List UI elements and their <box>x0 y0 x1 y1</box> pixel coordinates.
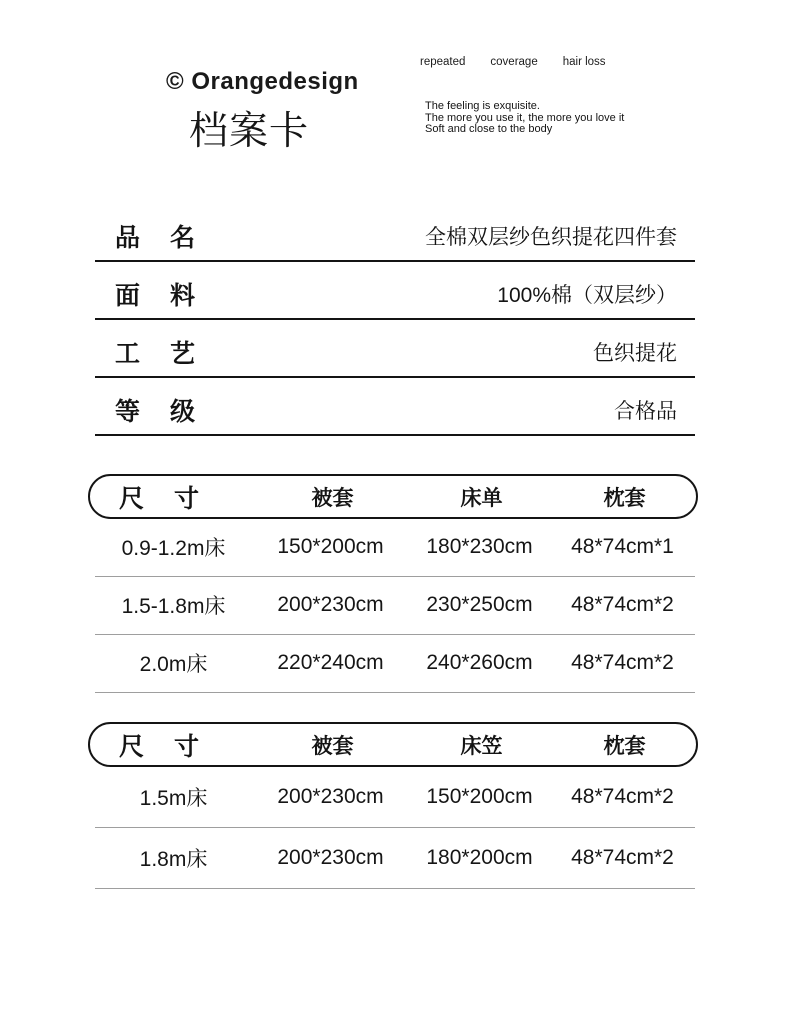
keyword: hair loss <box>562 56 606 68</box>
spec-value: 全棉双层纱色织提花四件套 <box>425 226 677 249</box>
size-table-2-col-size: 尺 寸 <box>119 732 199 761</box>
keyword: coverage <box>490 56 538 68</box>
spec-label: 品 名 <box>115 224 195 252</box>
spec-label: 工 艺 <box>115 340 195 368</box>
keyword-list <box>420 56 720 68</box>
tagline <box>425 101 624 136</box>
tagline-line: The more you use it, the more you love it <box>425 111 625 124</box>
spec-row-grade <box>95 378 695 436</box>
size-table-2-col-pillowcase: 枕套 <box>603 734 646 758</box>
table-row: 1.5m床 200*230cm 150*200cm 48*74cm*2 <box>95 767 695 828</box>
table-row: 2.0m床 220*240cm 240*260cm 48*74cm*2 <box>95 635 695 693</box>
size-table-2-col-fitted-sheet: 床笠 <box>460 734 503 758</box>
brand-block <box>166 68 359 156</box>
size-table-1-col-size: 尺 寸 <box>119 484 199 513</box>
spec-value: 色织提花 <box>593 342 677 365</box>
spec-value: 合格品 <box>614 400 677 423</box>
card-title: 档案卡 <box>188 110 309 153</box>
size-table-1-col-pillowcase: 枕套 <box>603 486 646 510</box>
spec-value: 100%棉（双层纱） <box>497 284 677 307</box>
size-table-1-body <box>95 519 695 693</box>
header-right <box>420 56 720 135</box>
spec-row-craft <box>95 320 695 378</box>
spec-row-product-name <box>95 204 695 262</box>
spec-label: 等 级 <box>115 398 195 426</box>
size-table-2-body <box>95 767 695 889</box>
table-row: 1.5-1.8m床 200*230cm 230*250cm 48*74cm*2 <box>95 577 695 635</box>
table-row: 1.8m床 200*230cm 180*200cm 48*74cm*2 <box>95 828 695 889</box>
brand-copyright: © Orangedesign <box>166 68 359 95</box>
keyword: repeated <box>420 56 466 68</box>
spec-label: 面 料 <box>115 282 195 310</box>
spec-row-fabric <box>95 262 695 320</box>
tagline-line: The feeling is exquisite. <box>425 100 540 112</box>
table-row: 0.9-1.2m床 150*200cm 180*230cm 48*74cm*1 <box>95 519 695 577</box>
size-table-1-col-flat-sheet: 床单 <box>460 486 503 510</box>
size-table-1-header <box>88 474 698 519</box>
spec-list <box>95 204 695 436</box>
size-table-2-col-duvet-cover: 被套 <box>311 734 354 758</box>
size-table-2-header <box>88 722 698 767</box>
tagline-line: Soft and close to the body <box>425 123 553 135</box>
size-table-1-col-duvet-cover: 被套 <box>311 486 354 510</box>
